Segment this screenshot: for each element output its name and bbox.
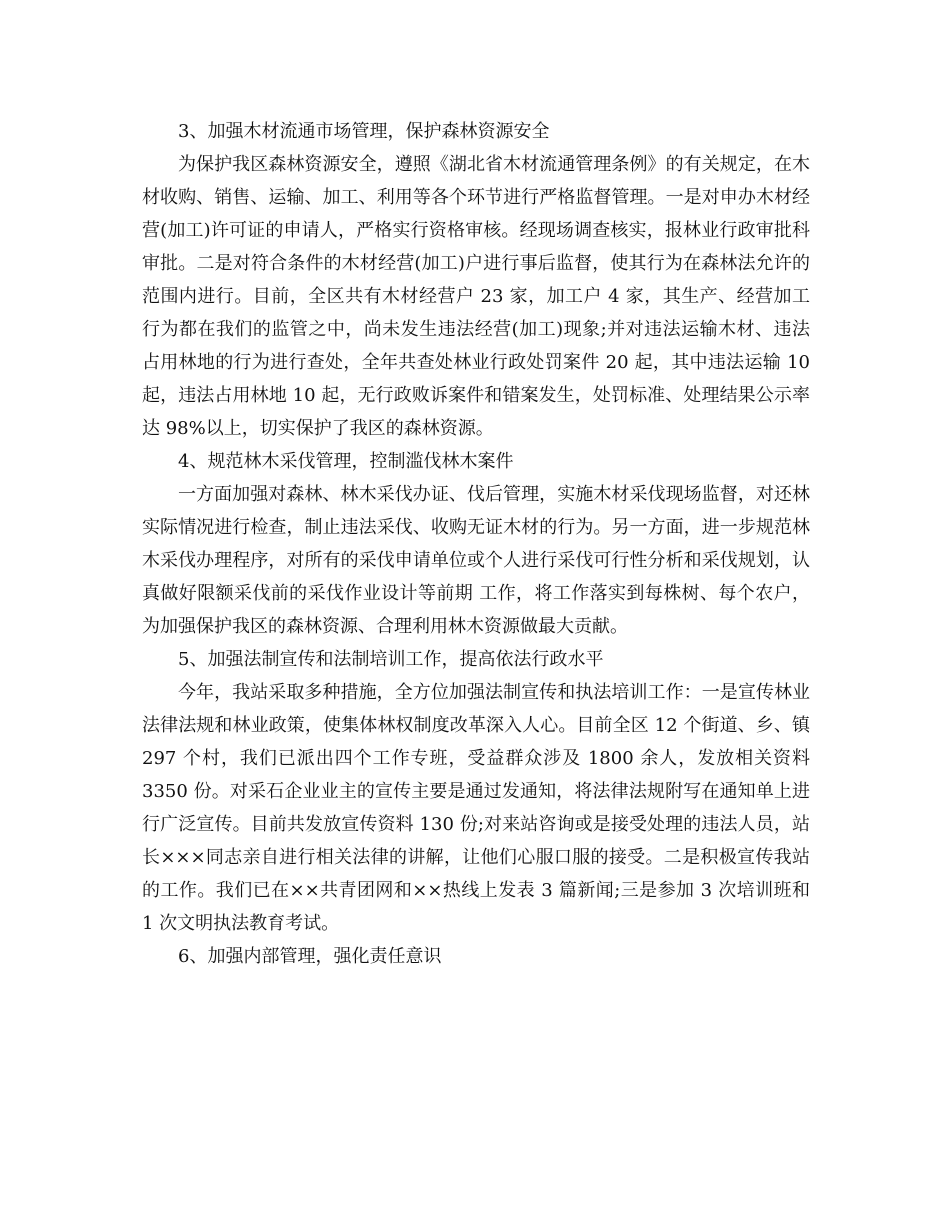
section-4-paragraph: 一方面加强对森林、林木采伐办证、伐后管理，实施木材采伐现场监督，对还林实际情况进行检查，制止违法采伐、收购无证木材的行为。另一方面，进一步规范林木采伐办理程序，对所有的采伐申请单位或个人进行采伐可行性分析和采伐规划，认真做好限额采伐前的采伐作业设计等前期 工作，将工作落实到每株树、每个农户，为加强保护我区的森林资源、合理利用林木资源做最大贡献。 xyxy=(142,484,810,637)
section-5-heading: 5、加强法制宣传和法制培训工作，提高依法行政水平 xyxy=(178,649,604,670)
section-6-heading: 6、加强内部管理，强化责任意识 xyxy=(178,946,442,967)
section-5-paragraph: 今年，我站采取多种措施，全方位加强法制宣传和执法培训工作：一是宣传林业法律法规和林业政策，使集体林权制度改革深入人心。目前全区 12 个街道、乡、镇 297 个村，我们已派出四个工作专班，受益群众涉及 1800 余人，发放相关资料 3350 份。对采石企业业主的宣传主要是通过发通知，将法律法规附写在通知单上进行广泛宣传。目前共发放宣传资料 130 份;对来站咨询或是接受处理的违法人员，站长×××同志亲自进行相关法律的讲解，让他们心服口服的接受。二是积极宣传我站的工作。我们已在××共青团网和××热线上发表 3 篇新闻;三是参加 3 次培训班和 1 次文明执法教育考试。 xyxy=(142,682,810,934)
section-3-heading: 3、加强木材流通市场管理，保护森林资源安全 xyxy=(178,121,550,142)
document-page xyxy=(142,115,810,973)
section-3-paragraph: 为保护我区森林资源安全，遵照《湖北省木材流通管理条例》的有关规定，在木材收购、销售、运输、加工、利用等各个环节进行严格监督管理。一是对申办木材经营(加工)许可证的申请人，严格实行资格审核。经现场调查核实，报林业行政审批科审批。二是对符合条件的木材经营(加工)户进行事后监督，使其行为在森林法允许的范围内进行。目前，全区共有木材经营户 23 家，加工户 4 家，其生产、经营加工行为都在我们的监管之中，尚未发生违法经营(加工)现象;并对违法运输木材、违法占用林地的行为进行查处，全年共查处林业行政处罚案件 20 起，其中违法运输 10 起，违法占用林地 10 起，无行政败诉案件和错案发生，处罚标准、处理结果公示率达 98%以上，切实保护了我区的森林资源。 xyxy=(142,154,810,439)
section-4-heading: 4、规范林木采伐管理，控制滥伐林木案件 xyxy=(178,451,514,472)
